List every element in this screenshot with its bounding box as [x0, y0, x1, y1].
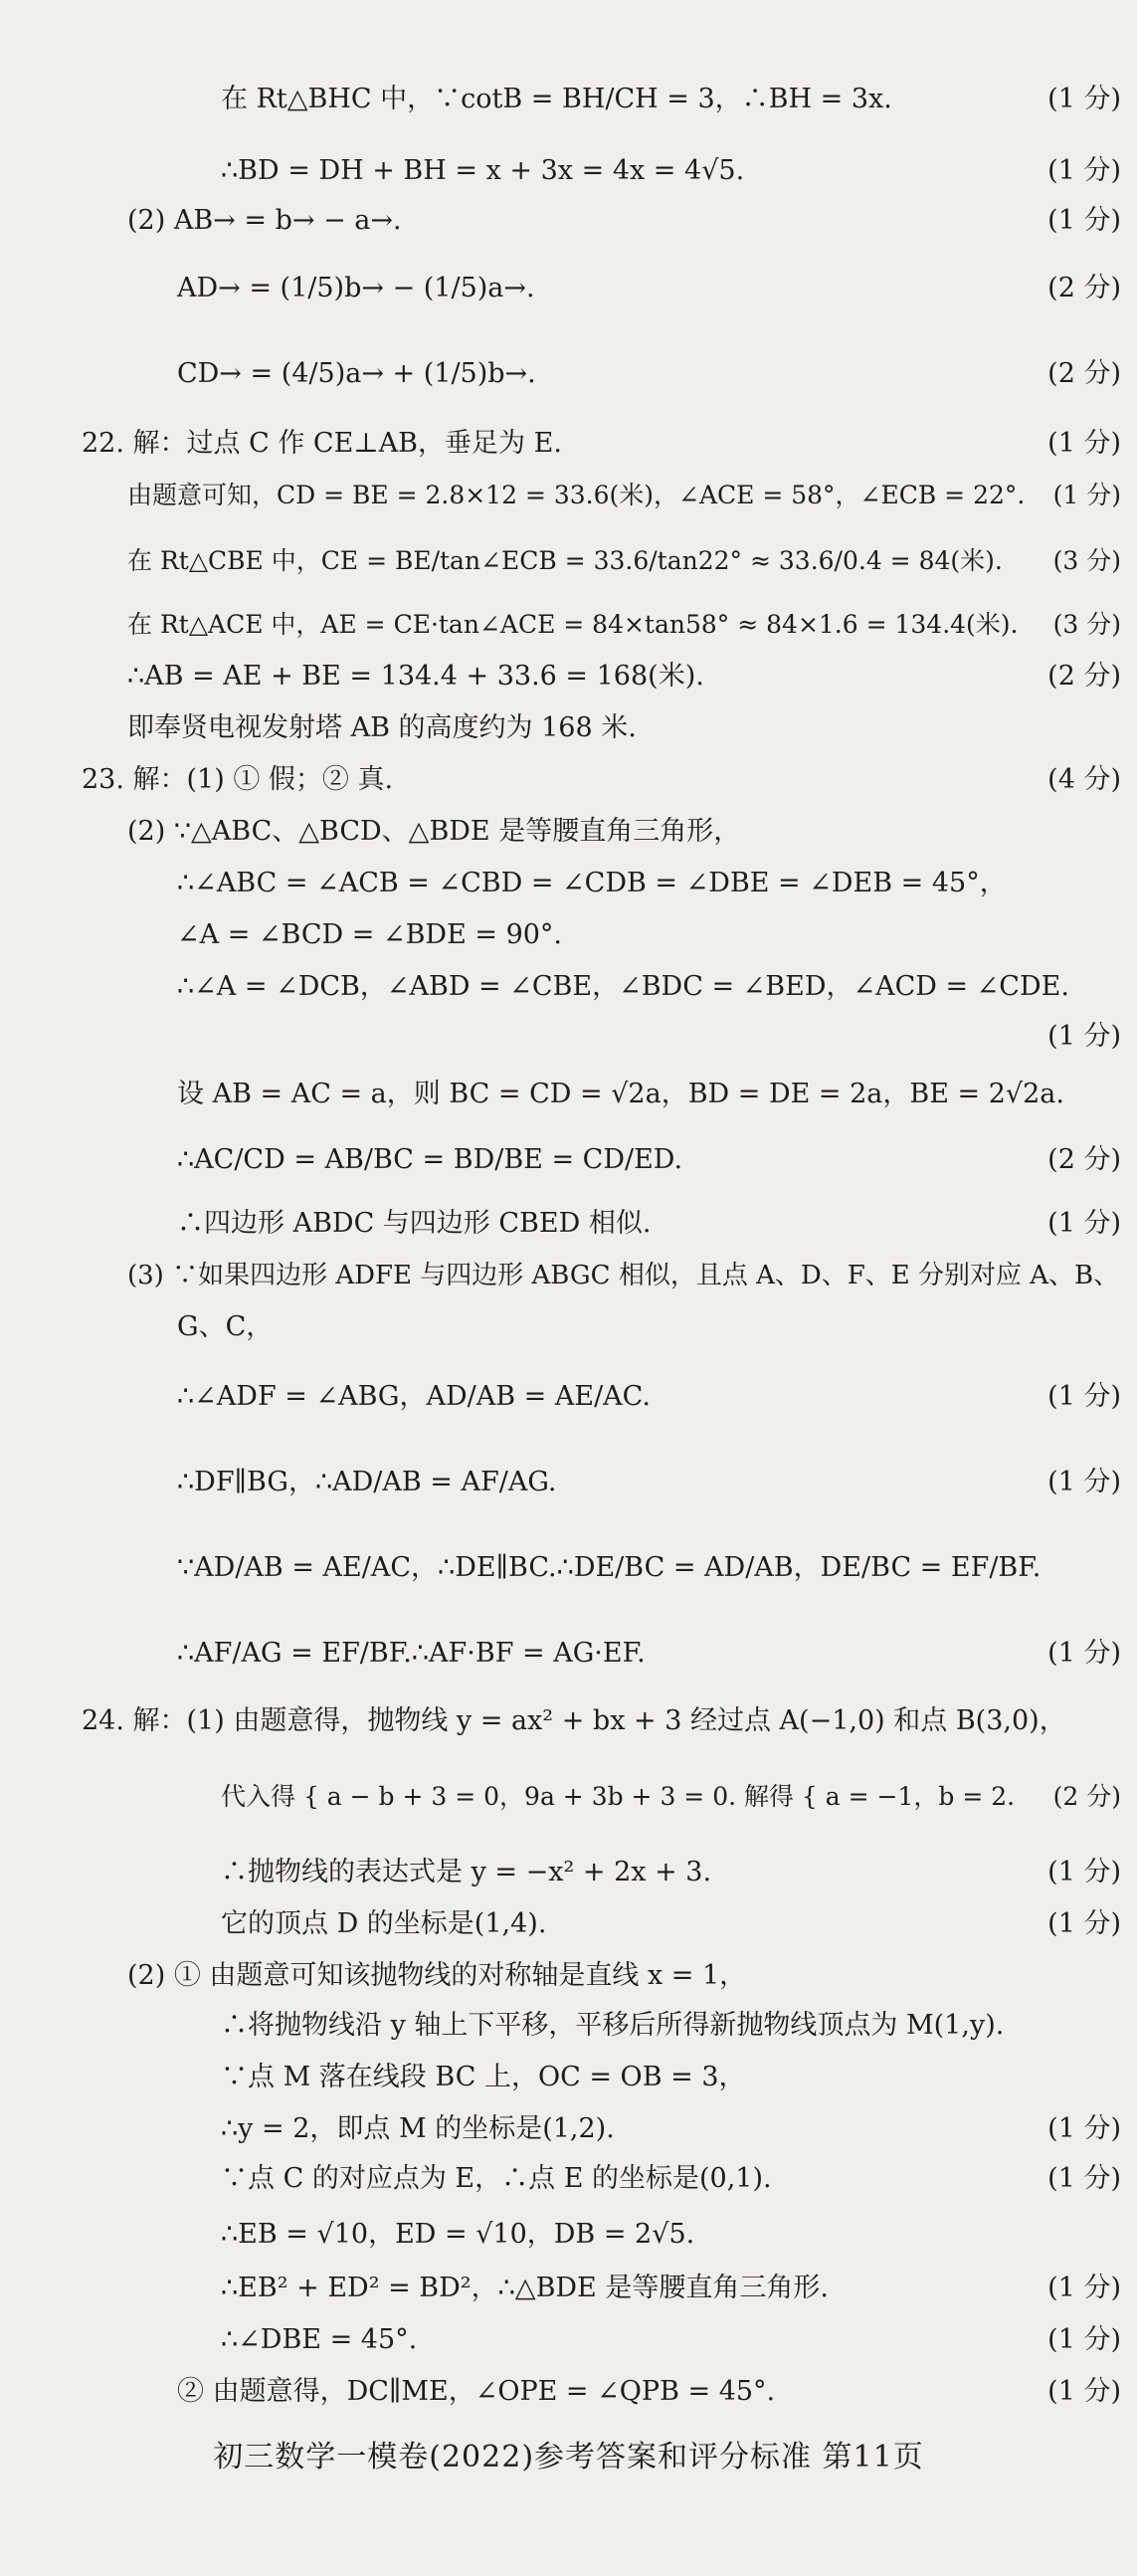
- score-mark: (1 分): [1047, 1208, 1121, 1239]
- solution-line-text: ∠A = ∠BCD = ∠BDE = 90°.: [177, 919, 563, 950]
- score-mark: (2 分): [1047, 1144, 1121, 1175]
- score-mark: (1 分): [1047, 2324, 1121, 2355]
- solution-line-text: ② 由题意得，DC∥ME，∠OPE = ∠QPB = 45°.: [177, 2376, 776, 2407]
- score-mark: (1 分): [1047, 428, 1121, 459]
- solution-line-text: ∴AB = AE + BE = 134.4 + 33.6 = 168(米).: [127, 661, 704, 692]
- solution-line-text: G、C，: [177, 1311, 274, 1342]
- solution-line-text: 由题意可知，CD = BE = 2.8×12 = 33.6(米)，∠ACE = 58°，∠ECB = 22°.: [127, 481, 1026, 509]
- score-mark: (1 分): [1047, 2273, 1121, 2303]
- solution-line-text: ∴∠DBE = 45°.: [221, 2324, 418, 2355]
- solution-line-text: (3) ∵如果四边形 ADFE 与四边形 ABGC 相似，且点 A、D、F、E 分别对应 A、B、: [127, 1261, 1120, 1290]
- solution-line-text: (2) ∵△ABC、△BCD、△BDE 是等腰直角三角形，: [127, 816, 741, 847]
- score-mark: (1 分): [1047, 205, 1121, 236]
- solution-line-text: ∴∠A = ∠DCB，∠ABD = ∠CBE，∠BDC = ∠BED，∠ACD = ∠CDE.: [177, 971, 1069, 1002]
- score-mark: (2 分): [1052, 1782, 1121, 1811]
- score-mark: (3 分): [1052, 610, 1121, 639]
- score-mark: (1 分): [1047, 1638, 1121, 1669]
- solution-line-text: 22. 解：过点 C 作 CE⊥AB，垂足为 E.: [82, 428, 562, 459]
- solution-line-text: ∴∠ADF = ∠ABG，AD/AB = AE/AC.: [177, 1381, 651, 1412]
- solution-line-text: ∴将抛物线沿 y 轴上下平移，平移后所得新抛物线顶点为 M(1,y).: [221, 2010, 1005, 2041]
- score-mark: (4 分): [1047, 764, 1121, 795]
- page-footer: 初三数学一模卷(2022)参考答案和评分标准 第11页: [213, 2440, 924, 2475]
- solution-line-text: ∴∠ABC = ∠ACB = ∠CBD = ∠CDB = ∠DBE = ∠DEB = 45°，: [177, 868, 1007, 898]
- solution-line-text: ∵AD/AB = AE/AC，∴DE∥BC.∴DE/BC = AD/AB，DE/BC = EF/BF.: [177, 1552, 1042, 1583]
- solution-line-text: CD→ = (4/5)a→ + (1/5)b→.: [177, 358, 536, 389]
- solution-line-text: ∴四边形 ABDC 与四边形 CBED 相似.: [177, 1208, 652, 1239]
- solution-line-text: ∴抛物线的表达式是 y = −x² + 2x + 3.: [221, 1857, 712, 1887]
- score-mark: (1 分): [1047, 84, 1121, 114]
- score-mark: (2 分): [1047, 661, 1121, 692]
- score-mark: (3 分): [1052, 546, 1121, 575]
- solution-line-text: ∴EB = √10，ED = √10，DB = 2√5.: [221, 2219, 695, 2250]
- solution-line-text: 24. 解：(1) 由题意得，抛物线 y = ax² + bx + 3 经过点 A(−1,0) 和点 B(3,0)，: [82, 1705, 1066, 1736]
- score-mark: (2 分): [1047, 358, 1121, 389]
- score-mark: (1 分): [1047, 1021, 1121, 1052]
- solution-line-text: 它的顶点 D 的坐标是(1,4).: [221, 1908, 547, 1939]
- solution-line-text: ∴AF/AG = EF/BF.∴AF·BF = AG·EF.: [177, 1638, 646, 1669]
- score-mark: (1 分): [1047, 2113, 1121, 2144]
- score-mark: (1 分): [1047, 1908, 1121, 1939]
- solution-line-text: AD→ = (1/5)b→ − (1/5)a→.: [177, 273, 535, 303]
- solution-line-text: 23. 解：(1) ① 假；② 真.: [82, 764, 394, 795]
- solution-line-text: ∴EB² + ED² = BD²，∴△BDE 是等腰直角三角形.: [221, 2273, 829, 2303]
- score-mark: (1 分): [1047, 2376, 1121, 2407]
- solution-line-text: 即奉贤电视发射塔 AB 的高度约为 168 米.: [127, 712, 637, 743]
- solution-line-text: ∵点 C 的对应点为 E，∴点 E 的坐标是(0,1).: [221, 2163, 772, 2194]
- score-mark: (1 分): [1047, 2163, 1121, 2194]
- solution-line-text: (2) AB→ = b→ − a→.: [127, 205, 402, 236]
- score-mark: (2 分): [1047, 273, 1121, 303]
- solution-line-text: (2) ① 由题意可知该抛物线的对称轴是直线 x = 1，: [127, 1960, 747, 1991]
- solution-line-text: 设 AB = AC = a，则 BC = CD = √2a，BD = DE = 2a，BE = 2√2a.: [177, 1079, 1064, 1109]
- solution-line-text: ∴y = 2，即点 M 的坐标是(1,2).: [221, 2113, 615, 2144]
- score-mark: (1 分): [1047, 1857, 1121, 1887]
- score-mark: (1 分): [1047, 1467, 1121, 1497]
- solution-line-text: 代入得 { a − b + 3 = 0，9a + 3b + 3 = 0. 解得 { a = −1，b = 2.: [221, 1782, 1016, 1811]
- solution-line-text: ∴AC/CD = AB/BC = BD/BE = CD/ED.: [177, 1144, 683, 1175]
- score-mark: (1 分): [1047, 1381, 1121, 1412]
- solution-line-text: 在 Rt△CBE 中，CE = BE/tan∠ECB = 33.6/tan22° ≈ 33.6/0.4 = 84(米).: [127, 546, 1003, 575]
- score-mark: (1 分): [1052, 481, 1121, 509]
- solution-line-text: ∴BD = DH + BH = x + 3x = 4x = 4√5.: [221, 155, 745, 186]
- score-mark: (1 分): [1047, 155, 1121, 186]
- solution-line-text: ∴DF∥BG，∴AD/AB = AF/AG.: [177, 1467, 557, 1497]
- solution-line-text: ∵点 M 落在线段 BC 上，OC = OB = 3，: [221, 2062, 746, 2092]
- solution-line-text: 在 Rt△BHC 中，∵cotB = BH/CH = 3，∴BH = 3x.: [221, 84, 892, 114]
- solution-line-text: 在 Rt△ACE 中，AE = CE·tan∠ACE = 84×tan58° ≈ 84×1.6 = 134.4(米).: [127, 610, 1019, 639]
